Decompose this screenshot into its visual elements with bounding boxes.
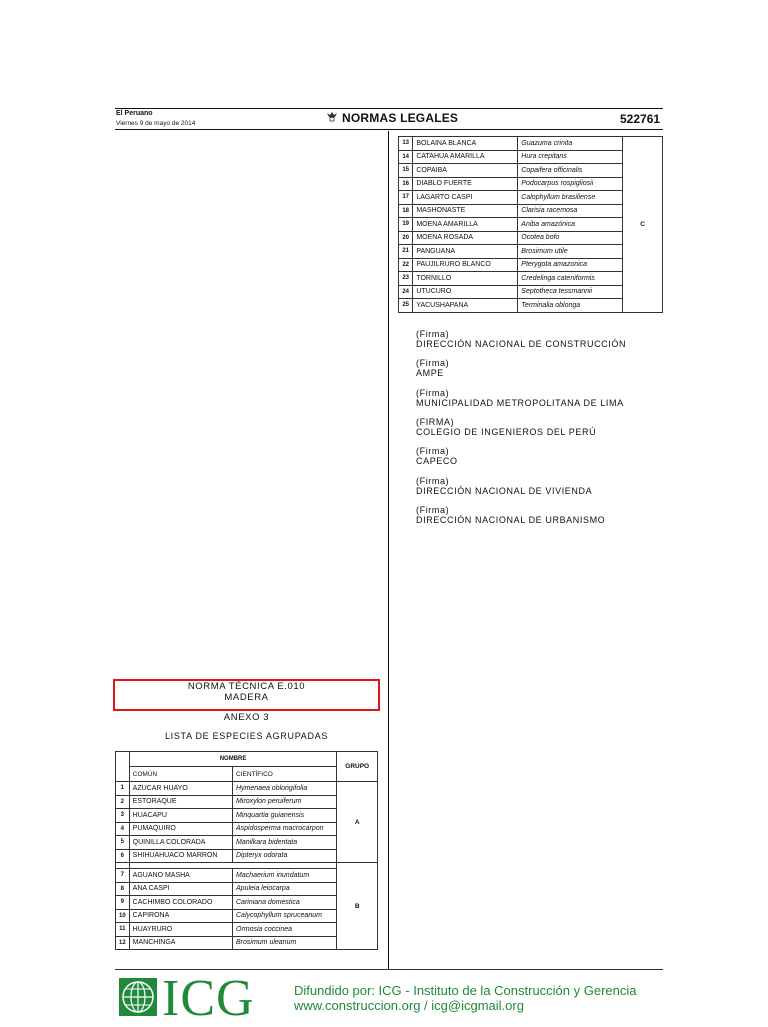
scientific-name: Aniba amazónica xyxy=(518,218,623,232)
common-name: ANA CASPI xyxy=(129,882,232,896)
row-number: 6 xyxy=(116,849,130,863)
scientific-name: Aspidosperma macrocarpon xyxy=(233,822,337,836)
signature-entity: AMPE xyxy=(416,368,444,378)
row-number: 18 xyxy=(399,204,413,218)
common-name: ESTORAQUE xyxy=(129,795,232,809)
row-number: 9 xyxy=(116,896,130,910)
signature-entry xyxy=(416,358,449,378)
common-name: CAPIRONA xyxy=(129,909,232,923)
scientific-name: Podocarpus rospigliosii xyxy=(518,177,623,191)
common-name: CATAHUA AMARILLA xyxy=(413,150,518,164)
scientific-name: Brosimum uleanum xyxy=(233,936,337,950)
common-name: TORNILLO xyxy=(413,272,518,286)
scientific-name: Clarisia racemosa xyxy=(518,204,623,218)
group-cell: B xyxy=(337,863,378,950)
row-number: 19 xyxy=(399,218,413,232)
row-number: 25 xyxy=(399,299,413,313)
row-number: 1 xyxy=(116,782,130,796)
scientific-name: Manilkara bidentata xyxy=(233,836,337,850)
section-label: NORMAS LEGALES xyxy=(342,111,459,125)
page-number: 522761 xyxy=(620,112,661,126)
row-number: 15 xyxy=(399,164,413,178)
common-name: CACHIMBO COLORADO xyxy=(129,896,232,910)
row-number: 5 xyxy=(116,836,130,850)
common-name: DIABLO FUERTE xyxy=(413,177,518,191)
row-number: 12 xyxy=(116,936,130,950)
globe-icon xyxy=(118,977,158,1022)
signature-firma: (FIRMA) xyxy=(416,417,455,427)
scientific-name: Ocotea bofo xyxy=(518,231,623,245)
common-name: UTUCURO xyxy=(413,285,518,299)
anexo-heading: ANEXO 3 xyxy=(223,712,270,723)
group-cell: C xyxy=(623,137,663,313)
scientific-name: Terminalia oblonga xyxy=(518,299,623,313)
common-name: AZUCAR HUAYO xyxy=(129,782,232,796)
signature-entry xyxy=(416,476,592,496)
common-name: MANCHINGA xyxy=(129,936,232,950)
header-grupo: GRUPO xyxy=(337,752,378,782)
norma-title-box xyxy=(113,679,380,711)
table-row xyxy=(399,137,663,151)
header-comun: COMÚN xyxy=(129,767,232,782)
row-number: 14 xyxy=(399,150,413,164)
norma-title: NORMA TÉCNICA E.010 xyxy=(187,681,306,692)
header-cientifico: CIENTÍFICO xyxy=(233,767,337,782)
publication-date: Viernes 9 de mayo de 2014 xyxy=(116,120,196,127)
publication-name: El Peruano xyxy=(116,110,153,117)
common-name: MOENA ROSADA xyxy=(413,231,518,245)
common-name: HUAYRURO xyxy=(129,923,232,937)
norma-subtitle: MADERA xyxy=(224,692,269,703)
scientific-name: Minquartia guianensis xyxy=(233,809,337,823)
row-number: 24 xyxy=(399,285,413,299)
table-row xyxy=(116,782,378,796)
common-name: AGUANO MASHA xyxy=(129,869,232,883)
coat-of-arms-icon xyxy=(326,111,338,125)
group-cell: A xyxy=(337,782,378,863)
signature-firma: (Firma) xyxy=(416,388,450,398)
scientific-name: Pterygota amazonica xyxy=(518,258,623,272)
logo-text: ICG xyxy=(162,970,255,1027)
signature-firma: (Firma) xyxy=(416,446,450,456)
scientific-name: Apuleia leiocarpa xyxy=(233,882,337,896)
scientific-name: Copaifera officinalis xyxy=(518,164,623,178)
signature-entity: DIRECCIÓN NACIONAL DE URBANISMO xyxy=(416,515,606,525)
signature-entry xyxy=(416,505,605,525)
signature-entry xyxy=(416,388,624,408)
signature-entry xyxy=(416,417,596,437)
scientific-name: Cariniana domestica xyxy=(233,896,337,910)
common-name: SHIHUAHUACO MARRON xyxy=(129,849,232,863)
row-number: 4 xyxy=(116,822,130,836)
row-number: 13 xyxy=(399,137,413,151)
lista-heading: LISTA DE ESPECIES AGRUPADAS xyxy=(164,731,329,741)
signature-entity: COLEGIO DE INGENIEROS DEL PERÚ xyxy=(416,427,597,437)
signature-entity: CAPECO xyxy=(416,456,458,466)
signature-entity: DIRECCIÓN NACIONAL DE CONSTRUCCIÓN xyxy=(416,339,627,349)
row-number: 21 xyxy=(399,245,413,259)
row-number: 8 xyxy=(116,882,130,896)
header-rule-bottom xyxy=(115,129,663,130)
signature-firma: (Firma) xyxy=(416,476,450,486)
row-number: 2 xyxy=(116,795,130,809)
signature-entity: MUNICIPALIDAD METROPOLITANA DE LIMA xyxy=(416,398,624,408)
signature-entity: DIRECCIÓN NACIONAL DE VIVIENDA xyxy=(416,486,593,496)
signature-entry xyxy=(416,329,626,349)
common-name: MOENA AMARILLA xyxy=(413,218,518,232)
signature-firma: (Firma) xyxy=(416,505,450,515)
common-name: LAGARTO CASPI xyxy=(413,191,518,205)
header-nombre: NOMBRE xyxy=(129,752,337,767)
table-header-row xyxy=(116,752,378,767)
species-table xyxy=(115,751,378,950)
column-divider xyxy=(388,131,389,969)
scientific-name: Ormosia coccinea xyxy=(233,923,337,937)
row-number: 17 xyxy=(399,191,413,205)
section-title xyxy=(326,111,458,125)
scientific-name: Septotheca tessmannii xyxy=(518,285,623,299)
row-number: 10 xyxy=(116,909,130,923)
row-number: 20 xyxy=(399,231,413,245)
scientific-name: Machaerium inundatum xyxy=(233,869,337,883)
scientific-name: Calycophyllum spruceanum xyxy=(233,909,337,923)
common-name: COPAIBA xyxy=(413,164,518,178)
row-number: 23 xyxy=(399,272,413,286)
scientific-name: Hura crepitans xyxy=(518,150,623,164)
signature-entry xyxy=(416,446,458,466)
scientific-name: Hymenaea oblongifolia xyxy=(233,782,337,796)
row-number: 11 xyxy=(116,923,130,937)
common-name: YACUSHAPANA xyxy=(413,299,518,313)
scientific-name: Guazuma crinita xyxy=(518,137,623,151)
common-name: MASHONASTE xyxy=(413,204,518,218)
scientific-name: Dipteryx odorata xyxy=(233,849,337,863)
scientific-name: Credelinga cateniformis xyxy=(518,272,623,286)
header-rule-top xyxy=(115,108,663,109)
row-number: 16 xyxy=(399,177,413,191)
signature-firma: (Firma) xyxy=(416,329,450,339)
footer-credit: Difundido por: ICG - Instituto de la Construcción y Gerencia xyxy=(294,983,637,998)
scientific-name: Brosimum utile xyxy=(518,245,623,259)
scientific-name: Miroxylon peruiferum xyxy=(233,795,337,809)
species-table-continued xyxy=(398,136,663,313)
row-number: 7 xyxy=(116,869,130,883)
common-name: BOLAINA BLANCA xyxy=(413,137,518,151)
row-number: 3 xyxy=(116,809,130,823)
common-name: PUMAQUIRO xyxy=(129,822,232,836)
common-name: QUINILLA COLORADA xyxy=(129,836,232,850)
common-name: PANGUANA xyxy=(413,245,518,259)
common-name: PAUJILRURO BLANCO xyxy=(413,258,518,272)
row-number: 22 xyxy=(399,258,413,272)
signature-firma: (Firma) xyxy=(416,358,450,368)
common-name: HUACAPU xyxy=(129,809,232,823)
icg-logo xyxy=(118,970,255,1027)
footer-contact: www.construccion.org / icg@icgmail.org xyxy=(294,998,524,1013)
scientific-name: Calophyllum brasiliense xyxy=(518,191,623,205)
